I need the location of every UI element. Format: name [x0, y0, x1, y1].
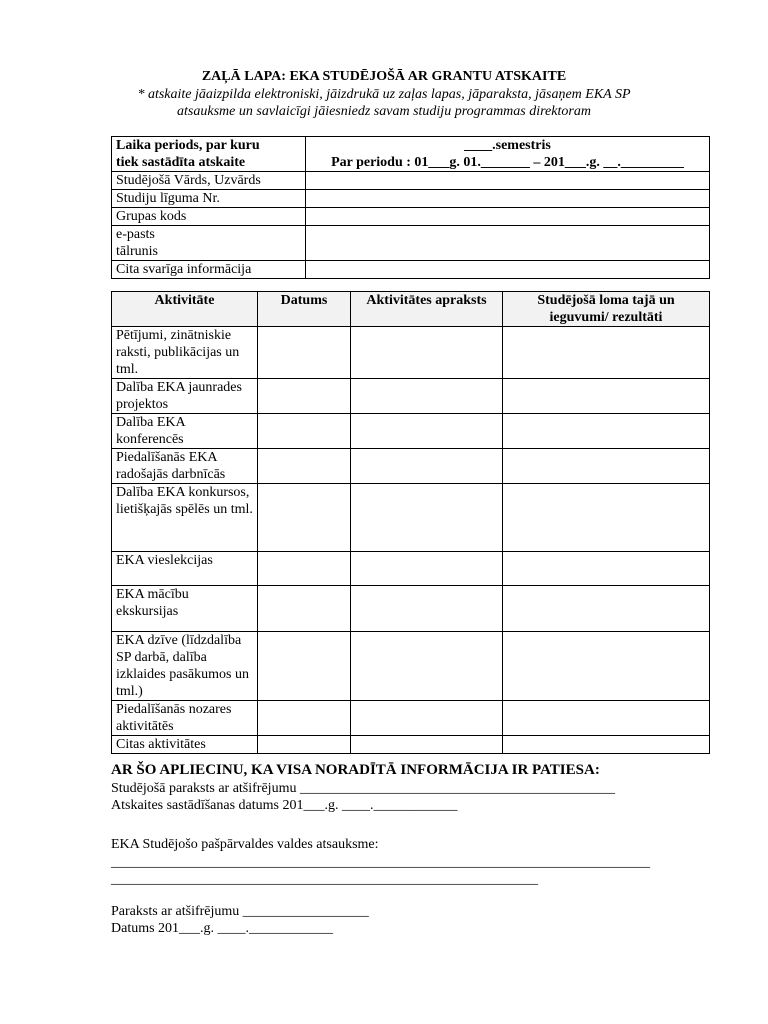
activity-row	[112, 552, 710, 586]
activity-row	[112, 586, 710, 632]
phone-label: tālrunis	[116, 244, 158, 259]
document-subtitle-line1: * atskaite jāaizpilda elektroniski, jāizdrukā uz zaļas lapas, jāparaksta, jāsaņem EKA SP	[137, 87, 631, 102]
other-info-field[interactable]	[306, 261, 710, 279]
student-signature-line[interactable]: Studējošā paraksts ar atšifrējumu _____________________________________________	[111, 781, 615, 796]
column-header-description: Aktivitātes apraksts	[351, 292, 503, 327]
activity-label: Citas aktivitātes	[112, 736, 258, 754]
activity-label: EKA mācību ekskursijas	[112, 586, 258, 632]
role-cell[interactable]	[503, 552, 710, 586]
role-cell[interactable]	[503, 586, 710, 632]
description-cell[interactable]	[351, 552, 503, 586]
council-feedback-line1[interactable]: _____________________________________________________________________________	[111, 855, 650, 870]
date-cell[interactable]	[258, 327, 351, 379]
group-code-field[interactable]	[306, 208, 710, 226]
column-header-activity: Aktivitāte	[112, 292, 258, 327]
activity-label: EKA vieslekcijas	[112, 552, 258, 586]
description-cell[interactable]	[351, 484, 503, 552]
date-cell[interactable]	[258, 736, 351, 754]
email-label: e-pasts	[116, 227, 155, 242]
date-cell[interactable]	[258, 586, 351, 632]
activity-label: Dalība EKA konkursos, lietišķajās spēlēs un tml.	[112, 484, 258, 552]
period-label	[112, 137, 306, 172]
period-row	[112, 137, 710, 172]
council-date-line[interactable]: Datums 201___.g. ____.____________	[111, 921, 334, 936]
activity-row	[112, 414, 710, 449]
date-cell[interactable]	[258, 632, 351, 701]
info-row-name	[112, 172, 710, 190]
description-cell[interactable]	[351, 701, 503, 736]
description-cell[interactable]	[351, 327, 503, 379]
date-cell[interactable]	[258, 701, 351, 736]
role-cell[interactable]	[503, 449, 710, 484]
contract-number-field[interactable]	[306, 190, 710, 208]
info-row-group	[112, 208, 710, 226]
report-date-line[interactable]: Atskaites sastādīšanas datums 201___.g. ____.____________	[111, 798, 458, 813]
date-cell[interactable]	[258, 484, 351, 552]
info-label	[112, 226, 306, 261]
date-cell[interactable]	[258, 552, 351, 586]
activity-label: Dalība EKA konferencēs	[112, 414, 258, 449]
activity-row	[112, 736, 710, 754]
role-cell[interactable]	[503, 736, 710, 754]
role-cell[interactable]	[503, 701, 710, 736]
description-cell[interactable]	[351, 414, 503, 449]
info-row-other	[112, 261, 710, 279]
description-cell[interactable]	[351, 379, 503, 414]
activity-row	[112, 449, 710, 484]
role-cell[interactable]	[503, 379, 710, 414]
contacts-field[interactable]	[306, 226, 710, 261]
description-cell[interactable]	[351, 736, 503, 754]
council-signature-line[interactable]: Paraksts ar atšifrējumu __________________	[111, 904, 369, 919]
role-cell[interactable]	[503, 484, 710, 552]
description-cell[interactable]	[351, 449, 503, 484]
council-feedback-line2[interactable]: _____________________________________________________________	[111, 872, 538, 887]
role-cell[interactable]	[503, 632, 710, 701]
column-header-date: Datums	[258, 292, 351, 327]
activity-header-row	[112, 292, 710, 327]
role-cell[interactable]	[503, 327, 710, 379]
column-header-role: Studējošā loma tajā un ieguvumi/ rezultāti	[503, 292, 710, 327]
name-field[interactable]	[306, 172, 710, 190]
activity-label: Piedalīšanās nozares aktivitātēs	[112, 701, 258, 736]
period-label-line1: Laika periods, par kuru	[116, 138, 260, 153]
period-range-field: Par periodu : 01___g. 01._______ – 201___.g. __._________	[331, 155, 684, 170]
student-info-table	[111, 136, 710, 279]
activity-table	[111, 291, 710, 754]
info-row-contract	[112, 190, 710, 208]
date-cell[interactable]	[258, 414, 351, 449]
info-label: Grupas kods	[112, 208, 306, 226]
activity-label: Dalība EKA jaunrades projektos	[112, 379, 258, 414]
description-cell[interactable]	[351, 586, 503, 632]
semester-field: ____.semestris	[464, 138, 551, 153]
info-label: Cita svarīga informācija	[112, 261, 306, 279]
role-cell[interactable]	[503, 414, 710, 449]
info-row-contacts	[112, 226, 710, 261]
activity-row	[112, 379, 710, 414]
activity-label: EKA dzīve (līdzdalība SP darbā, dalība izklaides pasākumos un tml.)	[112, 632, 258, 701]
activity-row	[112, 327, 710, 379]
activity-row	[112, 701, 710, 736]
info-label: Studiju līguma Nr.	[112, 190, 306, 208]
period-value[interactable]	[306, 137, 710, 172]
description-cell[interactable]	[351, 632, 503, 701]
declaration-heading: AR ŠO APLIECINU, KA VISA NORADĪTĀ INFORMĀCIJA IR PATIESA:	[111, 762, 600, 778]
period-label-line2: tiek sastādīta atskaite	[116, 155, 246, 170]
document-subtitle-line2: atsauksme un savlaicīgi jāiesniedz savam studiju programmas direktoram	[177, 104, 591, 119]
activity-row	[112, 632, 710, 701]
council-feedback-label: EKA Studējošo pašpārvaldes valdes atsauksme:	[111, 837, 379, 852]
document-title: ZAĻĀ LAPA: EKA STUDĒJOŠĀ AR GRANTU ATSKAITE	[201, 69, 567, 84]
date-cell[interactable]	[258, 449, 351, 484]
activity-row	[112, 484, 710, 552]
date-cell[interactable]	[258, 379, 351, 414]
activity-label: Piedalīšanās EKA radošajās darbnīcās	[112, 449, 258, 484]
activity-label: Pētījumi, zinātniskie raksti, publikācijas un tml.	[112, 327, 258, 379]
info-label: Studējošā Vārds, Uzvārds	[112, 172, 306, 190]
